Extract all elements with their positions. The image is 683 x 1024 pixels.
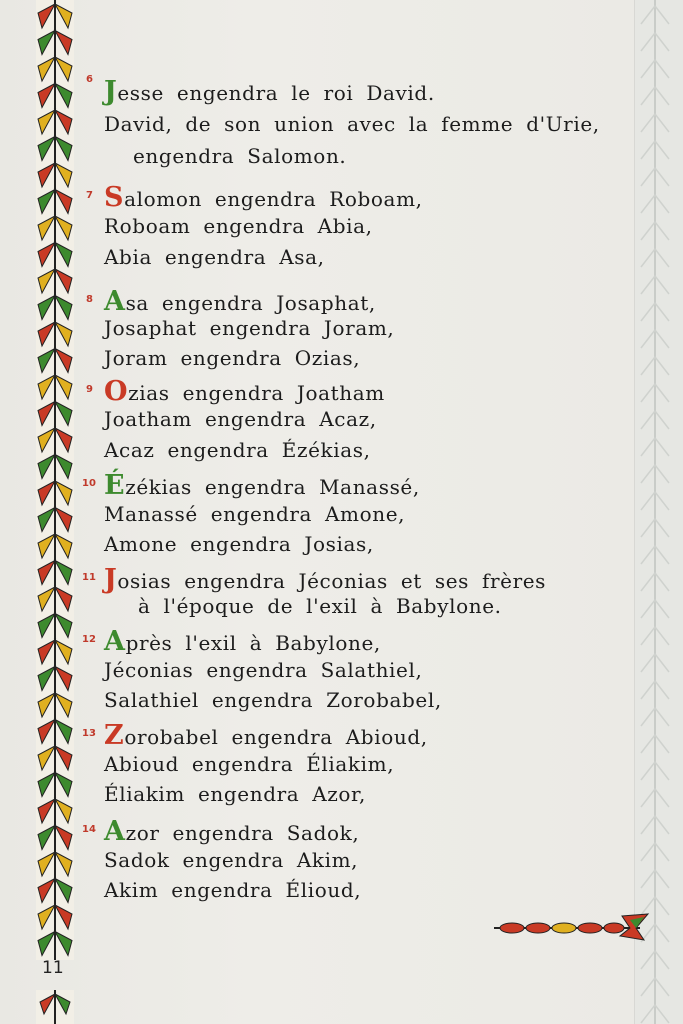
verse-line <box>104 346 360 370</box>
vine-border-icon <box>36 0 74 960</box>
verse-text: Akim engendra Élioud, <box>104 878 362 902</box>
verse-line <box>104 112 600 136</box>
verse-line <box>104 532 374 556</box>
verse-number: 6 <box>86 74 93 85</box>
verse-text: Abia engendra Asa, <box>104 245 325 269</box>
verse-text: osias engendra Jéconias et ses frères <box>117 569 547 593</box>
verse-line <box>133 144 346 168</box>
verse-text: Acaz engendra Ézékias, <box>104 438 371 462</box>
verse-line <box>104 752 394 776</box>
verse-text: à l'époque de l'exil à Babylone. <box>138 594 502 618</box>
drop-initial: A <box>104 816 126 847</box>
verse-line <box>104 848 358 872</box>
drop-initial: A <box>104 286 126 317</box>
verse-number: 14 <box>82 824 96 835</box>
verse-text: esse engendra le roi David. <box>117 81 435 105</box>
verse-line <box>104 316 394 340</box>
verse-line <box>104 502 405 526</box>
verse-text: Salathiel engendra Zorobabel, <box>104 688 442 712</box>
drop-initial: Z <box>104 720 125 751</box>
faint-border-icon <box>635 0 683 1024</box>
verse-text: zor engendra Sadok, <box>125 821 360 845</box>
verse-text: près l'exil à Babylone, <box>125 631 381 655</box>
verse-text: David, de son union avec la femme d'Urie, <box>104 112 600 136</box>
verse-line <box>104 626 381 657</box>
verse-text: Roboam engendra Abia, <box>104 214 373 238</box>
verse-text: zias engendra Joatham <box>128 381 385 405</box>
verse-line <box>104 182 423 213</box>
verse-line <box>104 564 546 595</box>
verse-line <box>104 688 442 712</box>
verse-number: 11 <box>82 572 96 583</box>
verse-text: Manassé engendra Amone, <box>104 502 406 526</box>
verse-text: Sadok engendra Akim, <box>104 848 359 872</box>
drop-initial: J <box>104 564 118 595</box>
verse-number: 8 <box>86 294 93 305</box>
verse-line <box>104 76 435 107</box>
verse-number: 7 <box>86 190 93 201</box>
drop-initial: J <box>104 76 118 107</box>
verse-line <box>104 720 428 751</box>
drop-initial: O <box>104 376 129 407</box>
verse-text: Josaphat engendra Joram, <box>104 316 395 340</box>
verse-line <box>104 376 385 407</box>
verse-line <box>104 470 420 501</box>
verse-number: 10 <box>82 478 96 489</box>
verse-line <box>104 407 377 431</box>
drop-initial: A <box>104 626 126 657</box>
page-number: 11 <box>42 958 64 978</box>
verse-line <box>104 782 366 806</box>
verse-line <box>104 438 371 462</box>
arrow-ornament-icon <box>490 908 650 942</box>
verse-text: Abioud engendra Éliakim, <box>104 752 395 776</box>
verse-text: Joatham engendra Acaz, <box>104 407 377 431</box>
verse-line <box>104 658 422 682</box>
vine-border-icon-bottom <box>36 990 74 1024</box>
verse-text: Joram engendra Ozias, <box>104 346 361 370</box>
verse-line <box>104 878 361 902</box>
verse-text: Amone engendra Josias, <box>104 532 374 556</box>
facing-page-edge <box>634 0 683 1024</box>
verse-line <box>104 816 359 847</box>
drop-initial: É <box>104 470 126 501</box>
verse-line <box>104 214 373 238</box>
verse-number: 13 <box>82 728 96 739</box>
verse-number: 9 <box>86 384 93 395</box>
verse-text: Éliakim engendra Azor, <box>104 782 366 806</box>
verse-text: sa engendra Josaphat, <box>125 291 376 315</box>
verse-text: alomon engendra Roboam, <box>124 187 423 211</box>
verse-text: zékias engendra Manassé, <box>125 475 420 499</box>
drop-initial: S <box>104 182 125 213</box>
verse-line <box>104 286 376 317</box>
verse-number: 12 <box>82 634 96 645</box>
verse-text: orobabel engendra Abioud, <box>124 725 428 749</box>
verse-text: Jéconias engendra Salathiel, <box>104 658 423 682</box>
verse-text: engendra Salomon. <box>133 144 347 168</box>
verse-line <box>138 594 502 618</box>
verse-line <box>104 245 325 269</box>
